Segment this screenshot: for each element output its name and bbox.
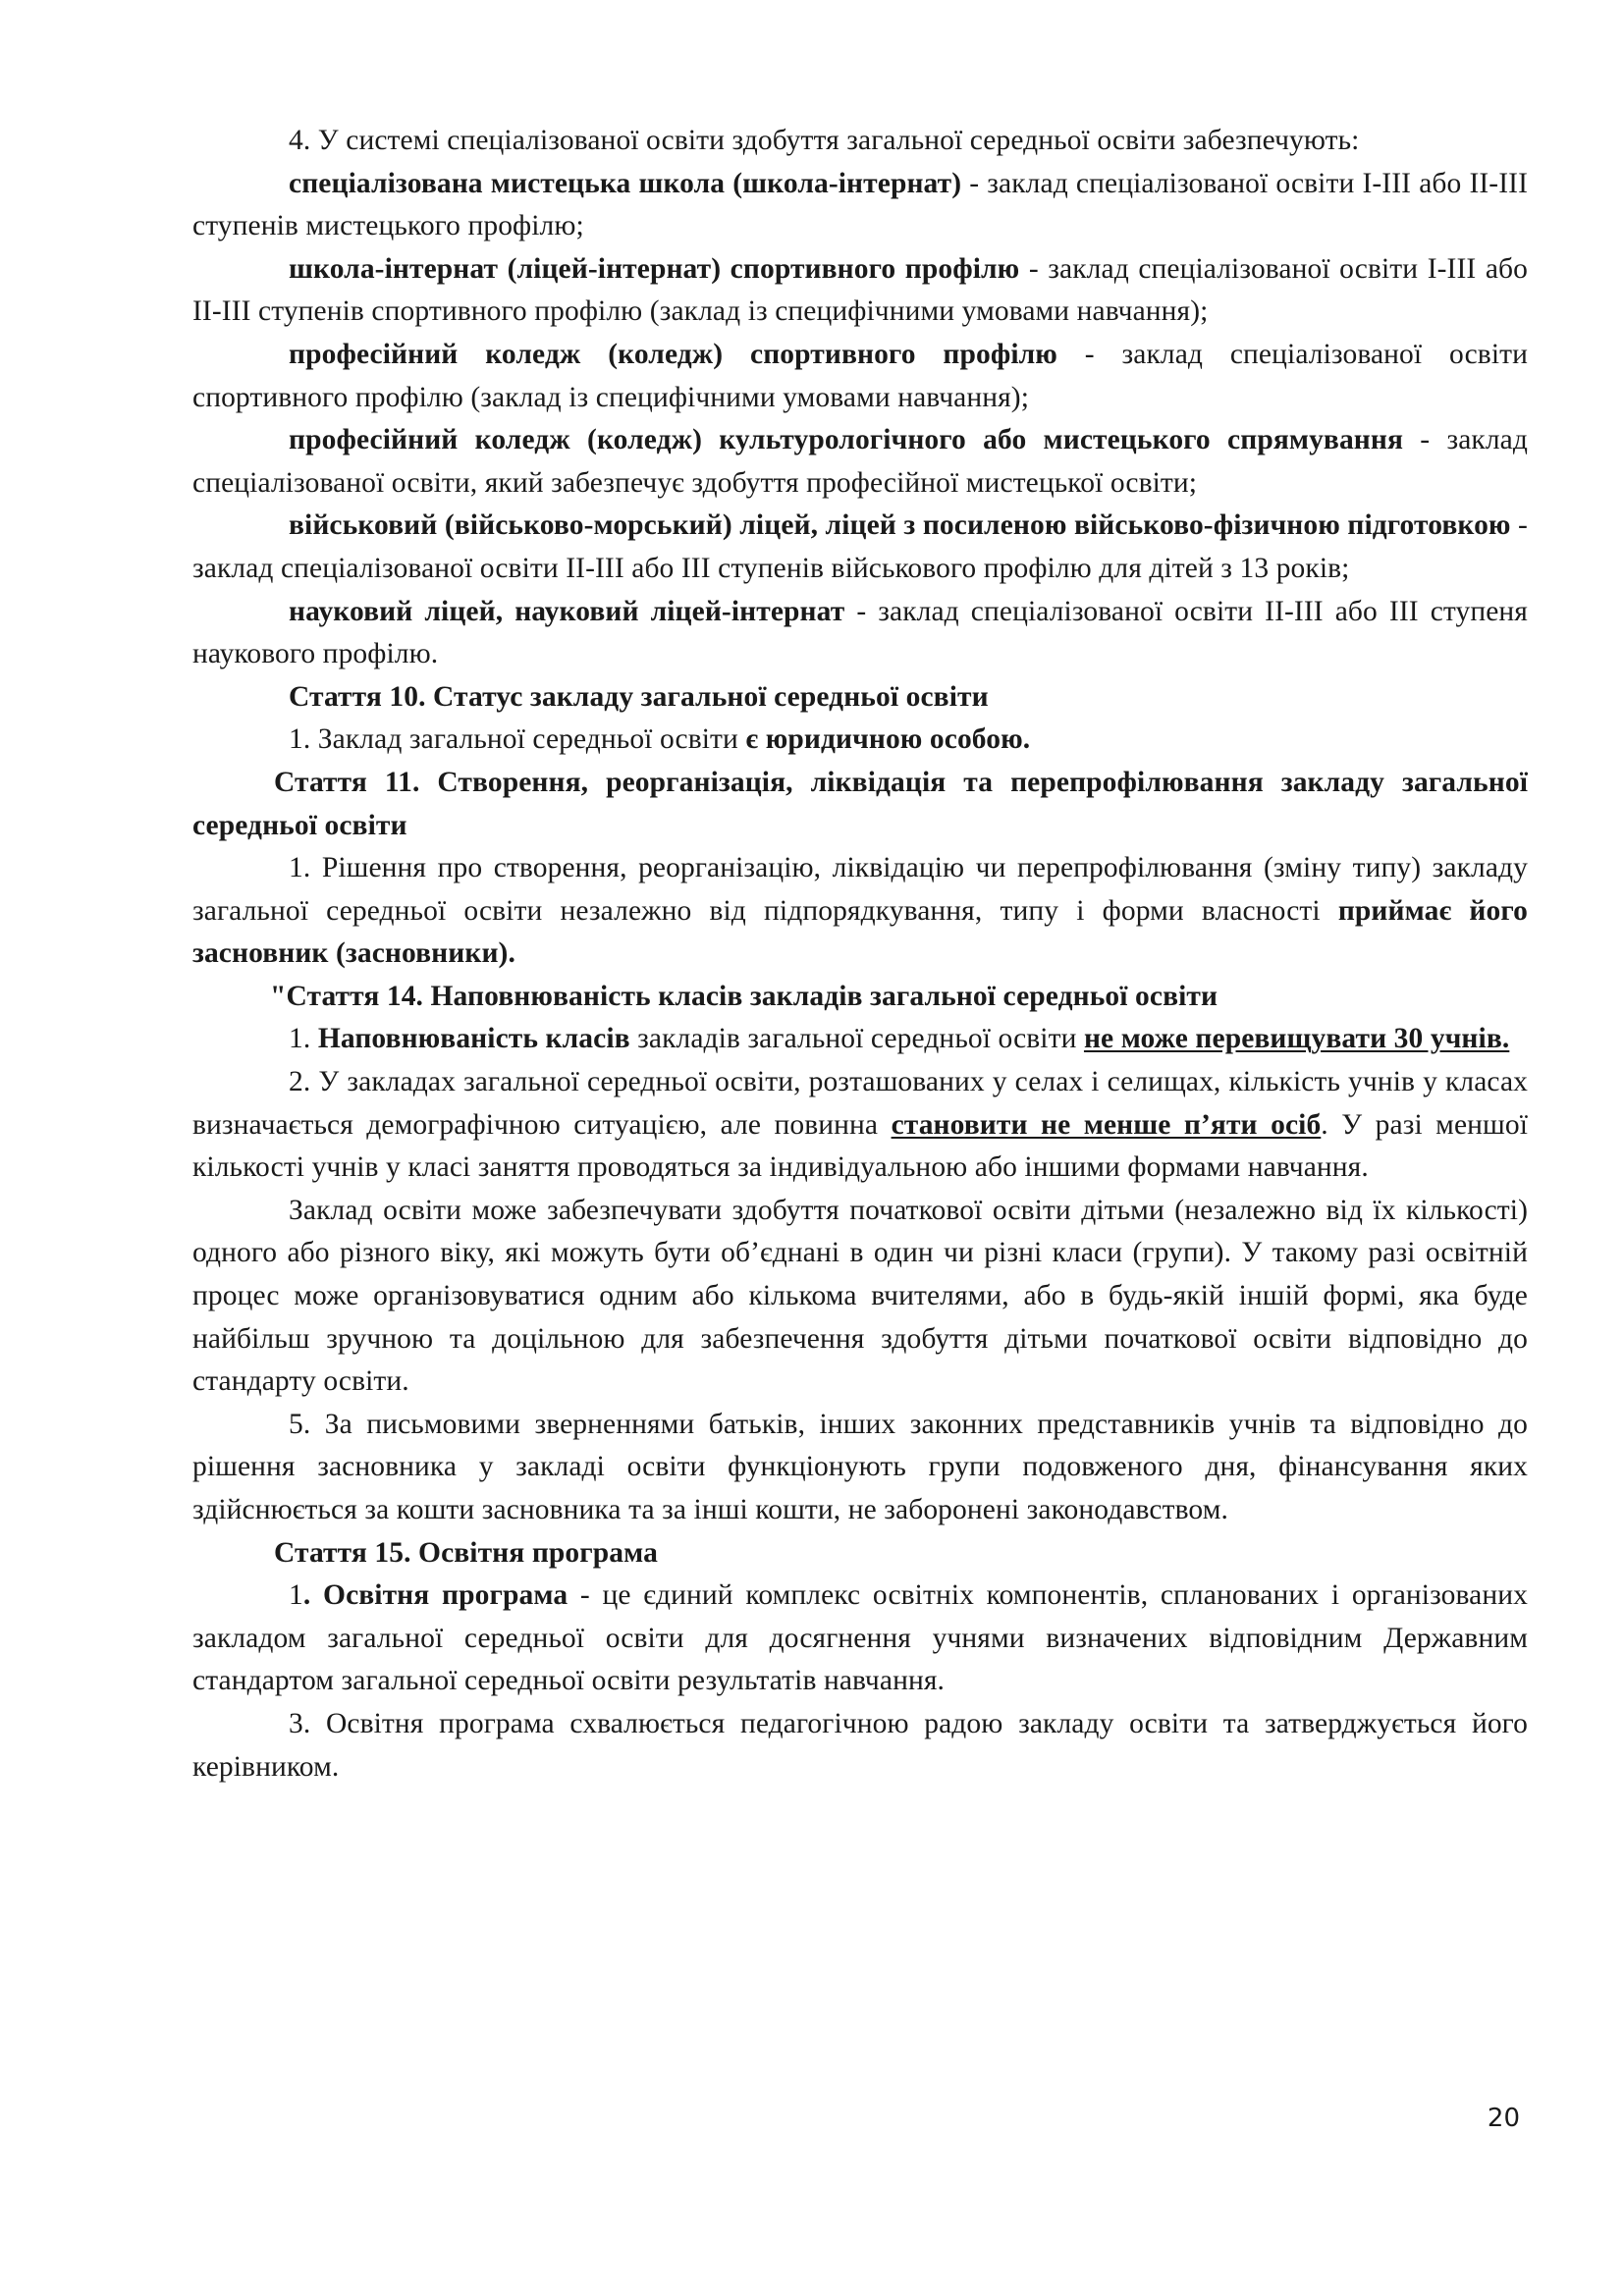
article-15-paragraph-1: [192, 1575, 1528, 1703]
definition-scientific-lyceum: [192, 591, 1528, 676]
definition-term: професійний коледж (коледж) культурологічного або мистецького спрямування: [289, 424, 1404, 456]
paragraph-bold: приймає його засновник (засновники).: [192, 894, 1528, 970]
article-10-title: Стаття 10. Статус закладу загальної середньої освіти: [289, 680, 989, 713]
definition-term: професійний коледж (коледж) спортивного профілю: [289, 338, 1057, 370]
article-14-paragraph-1: [192, 1018, 1528, 1061]
paragraph-bold-underlined: становити не менше п’яти осіб: [891, 1108, 1322, 1141]
paragraph-bold: . Освітня програма: [302, 1579, 568, 1612]
definition-text: - заклад спеціалізованої освіти I-III або II-III ступенів спортивного профілю (заклад із специфічними умовами навчання);: [192, 252, 1528, 328]
article-11-title: Стаття 11. Створення, реорганізація, ліквідація та перепрофілювання закладу загальної середньої освіти: [192, 766, 1528, 841]
paragraph-lead: 1: [289, 1579, 303, 1612]
page-number: 20: [1487, 2104, 1520, 2133]
paragraph-text: 1. Заклад загальної середньої освіти: [289, 723, 746, 756]
definition-text: - заклад спеціалізованої освіти II-III або III ступеня наукового профілю.: [192, 595, 1528, 670]
paragraph-tail: . У разі меншої кількості учнів у класі заняття проводяться за індивідуальною або іншими формами навчання.: [192, 1108, 1528, 1184]
article-15-paragraph-3: 3. Освітня програма схвалюється педагогічною радою закладу освіти та затверджується його керівником.: [192, 1707, 1528, 1783]
definition-text: - заклад спеціалізованої освіти, який забезпечує здобуття професійної мистецької освіти;: [192, 424, 1528, 499]
article-14-paragraph-2: [192, 1061, 1528, 1190]
article-14-paragraph-3: Заклад освіти може забезпечувати здобуття початкової освіти дітьми (незалежно від їх кількості) одного або різного віку, які можуть бути об’єднані в один чи різні класи (групи). У такому разі освітній процес може організовуватися одним або кількома вчителями, або в будь-якій іншій формі, яка буде найбільш зручною та доцільною для забезпечення здобуття дітьми початкової освіти відповідно до стандарту освіти.: [192, 1194, 1528, 1398]
definition-art-school: [192, 163, 1528, 248]
definition-term: військовий (військово-морський) ліцей, ліцей з посиленою військово-фізичною підготовкою: [289, 509, 1511, 542]
definition-military-lyceum: [192, 505, 1528, 590]
paragraph-lead: 1.: [289, 1023, 318, 1055]
paragraph-text: закладів загальної середньої освіти: [629, 1023, 1084, 1055]
definition-text: - заклад спеціалізованої освіти I-III або II-III ступенів мистецького профілю;: [192, 167, 1529, 242]
paragraph-bold: є юридичною особою.: [745, 723, 1031, 756]
paragraph-text: 2. У закладах загальної середньої освіти, розташованих у селах і селищах, кількість учнів у класах визначається демографічною ситуацією, але повинна: [192, 1066, 1528, 1141]
definition-term: науковий ліцей, науковий ліцей-інтернат: [289, 595, 845, 627]
definition-term: школа-інтернат (ліцей-інтернат) спортивного профілю: [289, 252, 1020, 285]
definition-text: - заклад спеціалізованої освіти II-III або III ступенів військового профілю для дітей з 13 років;: [192, 509, 1528, 584]
paragraph-bold: Наповнюваність класів: [317, 1023, 630, 1055]
article-14-paragraph-5: 5. За письмовими зверненнями батьків, інших законних представників учнів та відповідно до рішення засновника у закладі освіти функціонують групи подовженого дня, фінансування яких здійснюється за кошти засновника та за інші кошти, не заборонені законодавством.: [192, 1408, 1528, 1525]
article-11-paragraph-1: [192, 847, 1528, 976]
definition-cultural-college: [192, 419, 1528, 505]
article-14-title: "Стаття 14. Наповнюваність класів закладів загальної середньої освіти: [270, 980, 1218, 1012]
paragraph-text: 1. Рішення про створення, реорганізацію, ліквідацію чи перепрофілювання (зміну типу) закладу загальної середньої освіти незалежно від підпорядкування, типу і форми власності: [192, 852, 1528, 927]
definition-sports-college: [192, 334, 1528, 419]
paragraph-4: [192, 120, 1528, 163]
definition-text: - заклад спеціалізованої освіти спортивного профілю (заклад із специфічними умовами навчання);: [192, 338, 1528, 413]
paragraph-text: 4. У системі спеціалізованої освіти здобуття загальної середньої освіти забезпечують:: [289, 125, 1360, 156]
article-10-paragraph-1: [192, 719, 1528, 762]
definition-term: спеціалізована мистецька школа (школа-інтернат): [289, 167, 962, 199]
paragraph-text: - це єдиний комплекс освітніх компонентів, спланованих і організованих закладом загальної середньої освіти для досягнення учнями визначених відповідним Державним стандартом загальної середньої освіти результатів навчання.: [192, 1579, 1528, 1697]
paragraph-bold-underlined: не може перевищувати 30 учнів.: [1083, 1023, 1510, 1055]
definition-sports-boarding-school: [192, 248, 1528, 334]
article-15-title: Стаття 15. Освітня програма: [274, 1536, 658, 1569]
